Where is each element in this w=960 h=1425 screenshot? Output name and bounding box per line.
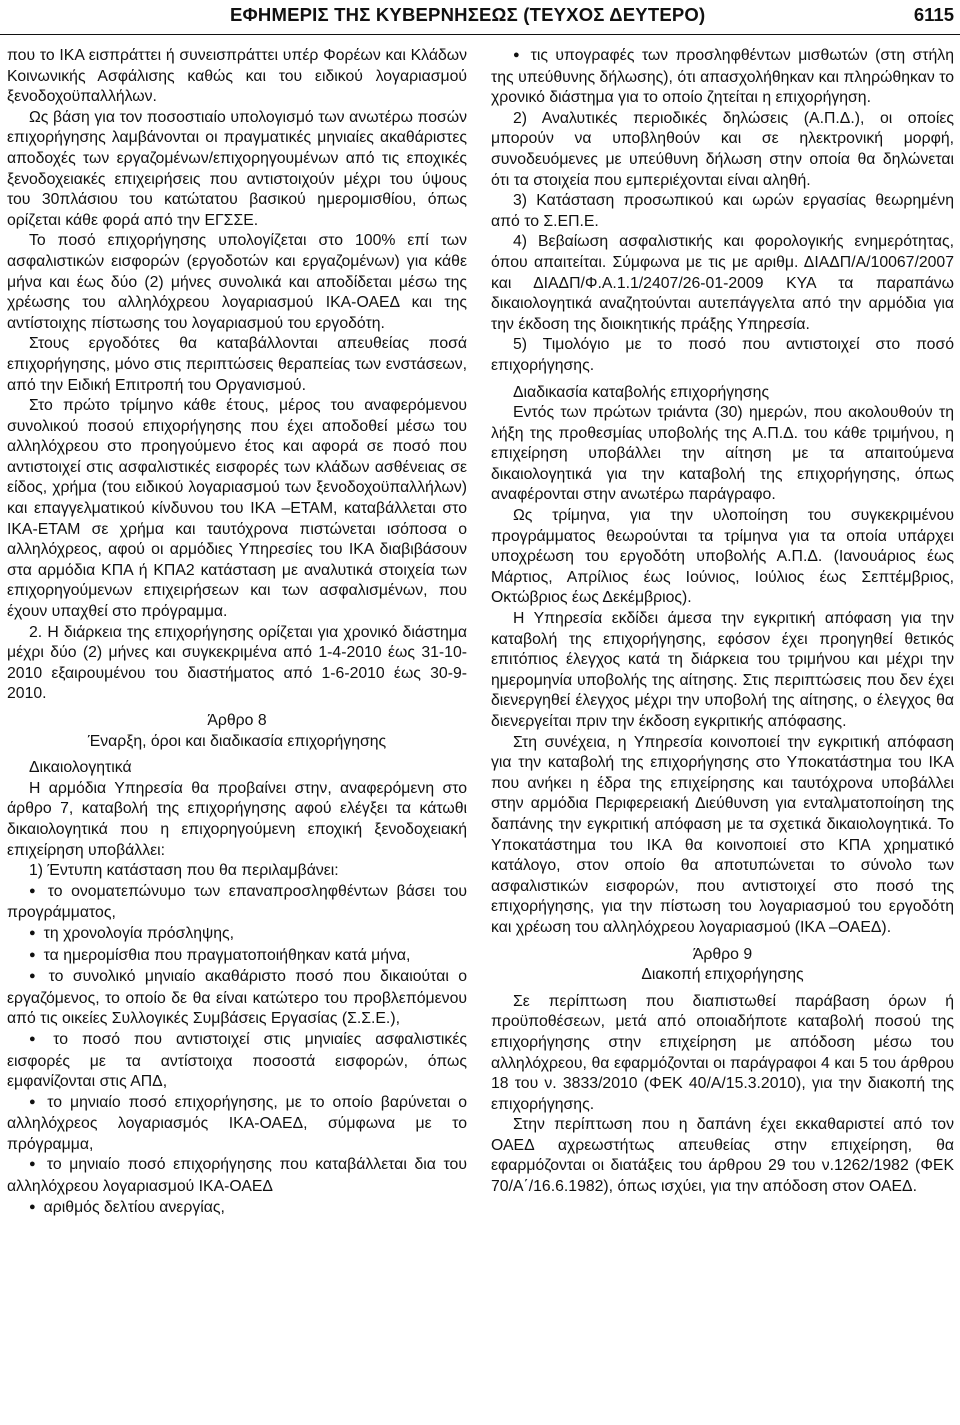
paragraph: Εντός των πρώτων τριάντα (30) ημερών, που ακολουθούν τη λήξη της προθεσμίας υποβολής της Α.Π.Δ. του κάθε τριμήνου, η επιχείρηση υποβάλλει την αίτηση με τα απαιτούμενα δικαιολογητικά για την καταβολή της επιχορήγησης, όπως αναφέρονται στην ανωτέρω παράγραφο. xyxy=(491,404,954,504)
paragraph: 2) Αναλυτικές περιοδικές δηλώσεις (Α.Π.Δ.), οι οποίες μπορούν να υποβληθούν και σε ηλεκτρονική μορφή, συνοδευόμενες με υπεύθυνη δήλωση στην οποία θα δηλώνεται ότι τα στοιχεία που εμπεριέχονται είναι αληθή. xyxy=(491,109,954,189)
list-item: ● το ποσό που αντιστοιχεί στις μηνιαίες ασφαλιστικές εισφορές με τα αντίστοιχα ποσοστά εισφορών, όπως εμφανίζονται στις ΑΠΔ, xyxy=(7,1030,467,1093)
list-item: ● αριθμός δελτίου ανεργίας, xyxy=(7,1198,467,1220)
paragraph: Στους εργοδότες θα καταβάλλονται απευθείας ποσά επιχορήγησης, μόνο στις περιπτώσεις θεραπείας των ενστάσεων, από την Ειδική Επιτροπή του Οργανισμού. xyxy=(7,335,467,394)
article-subheading: Διακοπή επιχορήγησης xyxy=(641,966,804,984)
left-column xyxy=(7,46,467,1219)
page-number: 6115 xyxy=(913,4,954,25)
section-heading: Διαδικασία καταβολής επιχορήγησης xyxy=(513,383,770,401)
article-heading: Άρθρο 8 xyxy=(207,712,267,729)
list-item: ● τη χρονολογία πρόσληψης, xyxy=(7,924,467,946)
paragraph: 3) Κατάσταση προσωπικού και ωρών εργασίας θεωρημένη από το Σ.ΕΠ.Ε. xyxy=(491,192,954,230)
page-header xyxy=(0,4,960,35)
article-heading: Άρθρο 9 xyxy=(692,945,753,963)
paragraph: Το ποσό επιχορήγησης υπολογίζεται στο 100% επί των ασφαλιστικών εισφορών (εργοδοτών και εργαζομένων) για κάθε μήνα και έως δύο (2) μήνες συνολικά και αποδίδεται μέσω της χρέωσης του αλληλόχρεου λογαριασμού ΙΚΑ-ΟΑΕΔ και της αντίστοιχης πίστωσης του λογαριασμού του εργοδότη. xyxy=(7,232,467,332)
gazette-title: ΕΦΗΜΕΡΙΣ ΤΗΣ ΚΥΒΕΡΝΗΣΕΩΣ (ΤΕΥΧΟΣ ΔΕΥΤΕΡΟ) xyxy=(230,4,706,25)
paragraph: Σε περίπτωση που διαπιστωθεί παράβαση όρων ή προϋποθέσεων, μετά από οποιαδήποτε καταβολή ποσού της επιχορήγησης στην επιχείρηση με απόδοση μέσω του αλληλόχρεου, θα εφαρμόζονται οι παράγραφοι 4 και 5 του άρθρου 18 του ν. 3833/2010 (ΦΕΚ 40/Α/15.3.2010), για την διακοπή της επιχορήγησης. xyxy=(491,992,954,1113)
list-item: ● τα ημερομίσθια που πραγματοποιήθηκαν κατά μήνα, xyxy=(7,946,467,968)
paragraph: Ως τρίμηνα, για την υλοποίηση του συγκεκριμένου προγράμματος θεωρούνται τα τρίμηνα για τα οποία υπάρχει υποχρέωση του εργοδότη υποβολής Α.Π.Δ. (Ιανουάριος έως Μάρτιος, Απρίλιος έως Ιούνιος, Ιούλιος έως Σεπτέμβριος, Οκτώβριος έως Δεκέμβριος). xyxy=(491,507,954,607)
paragraph: Η Υπηρεσία εκδίδει άμεσα την εγκριτική απόφαση για την καταβολή της επιχορήγησης, εφόσον έχει προηγηθεί θετικός επιτόπιος έλεγχος κατά τη διάρκεια του τριμήνου και μέχρι την ημερομηνία υποβολής της αίτησης. Στις περιπτώσεις που δεν έχει διενεργηθεί έλεγχος μέχρι την υποβολή της αίτησης, ο έλεγχος θα διενεργείται πριν την έκδοση εγκριτικής απόφασης. xyxy=(491,610,954,730)
paragraph: 4) Βεβαίωση ασφαλιστικής και φορολογικής ενημερότητας, όπου απαιτείται. Σύμφωνα με τις με αριθμ. ΔΙΑΔΠ/Α/10067/2007 και ΔΙΑΔΠ/Φ.Α.1.1/2407/26-01-2009 ΚΥΑ τα παραπάνω δικαιολογητικά αναζητούνται αυτεπάγγελτα από την αρμόδια για την έκδοση της διοικητικής πράξης Υπηρεσία. xyxy=(491,233,954,333)
paragraph: Στο πρώτο τρίμηνο κάθε έτους, μέρος του αναφερόμενου συνολικού ποσού επιχορήγησης που έχει αποδοθεί μέσω του αλληλόχρεου στο προηγούμενο έτος και αφορά σε ποσό που αντιστοιχεί στις ασφαλιστικές εισφορές των κλάδων ασθένειας σε είδος, χρήμα (του ειδικού λογαριασμού των ξενοδοχοϋπαλλήλων) και επαγγελματικού κίνδυνου του ΙΚΑ –ΕΤΑΜ, καταβάλλεται στο ΙΚΑ-ΕΤΑΜ σε χρήμα και ταυτόχρονα πιστώνεται ισόποσα ο αλληλόχρεος, αφού οι αρμόδιες Υπηρεσίες του ΙΚΑ διαβιβάσουν στα αρμόδια ΚΠΑ ή ΚΠΑ2 κατάσταση με αναλυτικά στοιχεία των επιχορηγούμενων επιχειρήσεων και των ασφαλισμένων, που έχουν υπαχθεί στο πρόγραμμα. xyxy=(7,397,467,621)
paragraph: 1) Έντυπη κατάσταση που θα περιλαμβάνει: xyxy=(29,862,339,880)
list-item: ● το συνολικό μηνιαίο ακαθάριστο ποσό που δικαιούται ο εργαζόμενος, το οποίο δε θα είναι κατώτερο του προβλεπόμενου από τις οικείες Συλλογικές Συμβάσεις Εργασίας (Σ.Σ.Ε.), xyxy=(7,967,467,1030)
right-column xyxy=(491,46,954,1198)
paragraph: Η αρμόδια Υπηρεσία θα προβαίνει στην, αναφερόμενη στο άρθρο 7, καταβολή της επιχορήγησης αφού ελέγξει τα κάτωθι δικαιολογητικά που η επιχορηγούμενη εποχική ξενοδοχειακή επιχείρηση υποβάλλει: xyxy=(7,779,467,859)
paragraph: 5) Τιμολόγιο με το ποσό που αντιστοιχεί στο ποσό επιχορήγησης. xyxy=(491,336,954,374)
paragraph: Στην περίπτωση που η δαπάνη έχει εκκαθαριστεί από τον ΟΑΕΔ αχρεωστήτως απευθείας στην επιχείρηση, θα εφαρμόζονται οι διατάξεις του άρθρου 29 του ν.1262/1982 (ΦΕΚ 70/Α΄/16.6.1982), όπως ισχύει, για την απόδοση στον ΟΑΕΔ. xyxy=(491,1116,954,1196)
list-item: ● τις υπογραφές των προσληφθέντων μισθωτών (στη στήλη της υπεύθυνης δήλωσης), ότι απασχολήθηκαν και πληρώθηκαν το χρονικό διάστημα για το οποίο ζητείται η επιχορήγηση. xyxy=(491,46,954,109)
list-item: ● το μηνιαίο ποσό επιχορήγησης, με το οποίο βαρύνεται ο αλληλόχρεος λογαριασμός ΙΚΑ-ΟΑΕΔ, σύμφωνα με το πρόγραμμα, xyxy=(7,1093,467,1156)
paragraph: Ως βάση για τον ποσοστιαίο υπολογισμό των ανωτέρω ποσών επιχορήγησης λαμβάνονται οι πραγματικές μηνιαίες ακαθάριστες αποδοχές των εργαζομένων/επιχορηγουμένων από τις εποχικές ξενοδοχειακές επιχειρήσεις που αντιστοιχούν μέχρι του ύψους του 30πλάσιου του κατώτατου βασικού ημερομισθίου, όπως ορίζεται κάθε φορά από την ΕΓΣΣΕ. xyxy=(7,108,467,229)
list-item: ● το ονοματεπώνυμο των επαναπροσληφθέντων βάσει του προγράμματος, xyxy=(7,882,467,924)
paragraph: Στη συνέχεια, η Υπηρεσία κοινοποιεί την εγκριτική απόφαση για την καταβολή της επιχορήγησης στο Υποκατάστημα του ΙΚΑ που ανήκει η έδρα της επιχείρησης και ταυτόχρονα υποβάλλει στην αρμόδια Περιφερειακή Διεύθυνση για ενταλματοποίηση της δαπάνης την εγκριτική απόφαση με τα σχετικά δικαιολογητικά. Το Υποκατάστημα του ΙΚΑ θα κοινοποιεί στο ΚΠΑ χρηματικό κατάλογο, στον οποίο θα αποτυπώνεται το σύνολο των ασφαλιστικών εισφορών, που αντιστοιχεί στο ποσό της επιχορήγησης, για την πίστωση του λογαριασμού του εργοδότη και χρέωση του αλληλόχρεου λογαριασμού (ΙΚΑ –ΟΑΕΔ). xyxy=(491,733,954,936)
list-item: ● το μηνιαίο ποσό επιχορήγησης που καταβάλλεται δια του αλληλόχρεου λογαριασμού ΙΚΑ-ΟΑΕΔ xyxy=(7,1155,467,1197)
section-heading: Δικαιολογητικά xyxy=(29,759,132,777)
paragraph: που το ΙΚΑ εισπράττει ή συνεισπράττει υπέρ Φορέων και Κλάδων Κοινωνικής Ασφάλισης καθώς και του ειδικού λογαριασμού ξενοδοχοϋπαλλήλων. xyxy=(7,47,467,106)
article-subheading: Έναρξη, όροι και διαδικασία επιχορήγησης xyxy=(87,732,387,750)
paragraph: 2. Η διάρκεια της επιχορήγησης ορίζεται για χρονικό διάστημα μέχρι δύο (2) μήνες και συγκεκριμένα από 1-4-2010 έως 31-10-2010 εξαιρουμένου του διαστήματος από 1-6-2010 έως 30-9-2010. xyxy=(7,623,467,703)
